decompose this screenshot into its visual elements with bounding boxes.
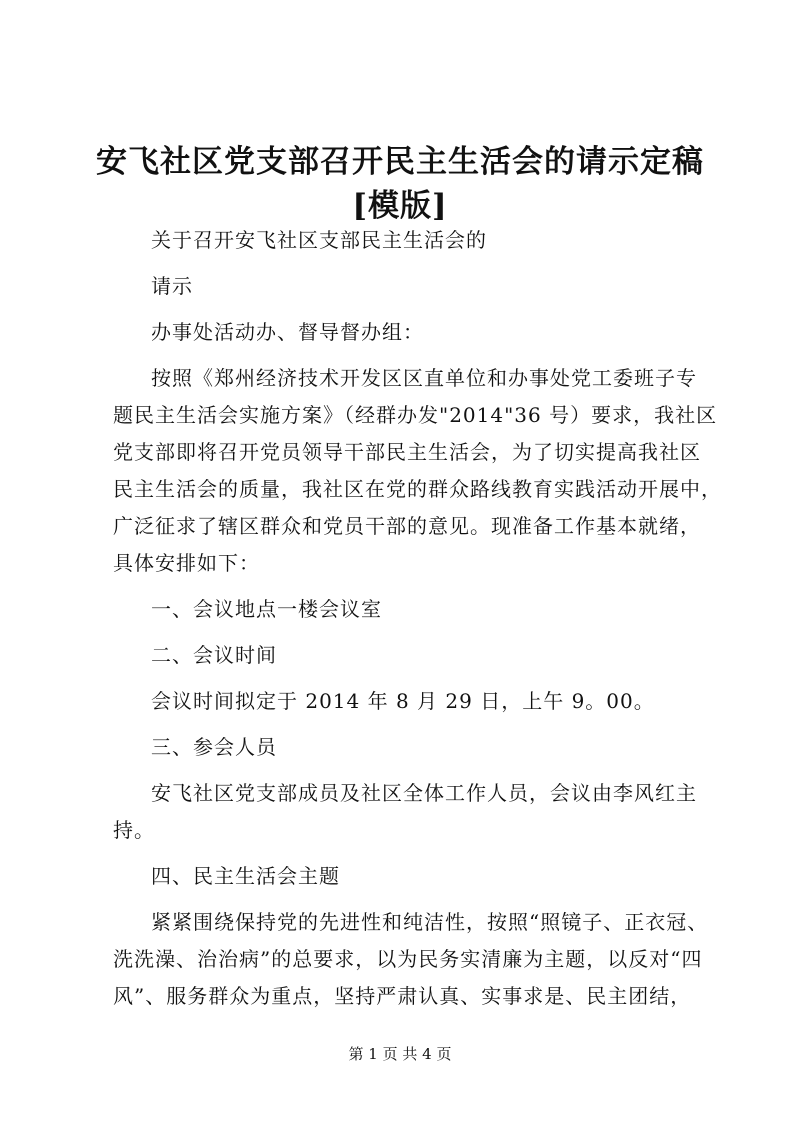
page-number: 第 1 页 共 4 页 (348, 1045, 452, 1063)
document-body (113, 222, 722, 1015)
text-line: 安飞社区党支部成员及社区全体工作人员，会议由李风红主 (151, 781, 697, 805)
paragraph-time-detail (113, 683, 713, 720)
text-line: 办事处活动办、督导督办组： (151, 320, 424, 344)
paragraph-request-label (113, 268, 713, 305)
title-line-1: 安飞社区党支部召开民主生活会的请示定稿 (96, 144, 704, 180)
text-line: 一、会议地点一楼会议室 (151, 597, 382, 621)
text-line: 会议时间拟定于 2014 年 8 月 29 日，上午 9。00。 (151, 689, 655, 713)
section-heading-attendees (113, 729, 713, 766)
paragraph-theme-detail (113, 904, 713, 1015)
title-line-2: [模版] (352, 188, 448, 224)
text-line: 民主生活会的质量，我社区在党的群众路线教育实践活动开展中， (113, 477, 722, 501)
section-heading-time (113, 637, 713, 674)
paragraph-subject (113, 222, 713, 259)
text-line: 具体安排如下： (113, 551, 260, 575)
text-line: 持。 (113, 818, 155, 842)
text-line: 四、民主生活会主题 (151, 864, 340, 888)
section-heading-theme (113, 858, 713, 895)
text-line: 洗洗澡、治治病”的总要求，以为民务实清廉为主题，以反对“四 (113, 947, 703, 971)
text-line: 按照《郑州经济技术开发区区直单位和办事处党工委班子专 (151, 366, 697, 390)
text-line: 广泛征求了辖区群众和党员干部的意见。现准备工作基本就绪， (113, 514, 701, 538)
text-line: 题民主生活会实施方案》（经群办发"2014"36 号）要求，我社区 (113, 403, 718, 427)
document-title (90, 140, 710, 228)
page-footer (0, 1043, 800, 1065)
section-heading-location (113, 591, 713, 628)
paragraph-attendees-detail (113, 775, 713, 849)
text-line: 紧紧围绕保持党的先进性和纯洁性，按照“照镜子、正衣冠、 (151, 910, 709, 934)
paragraph-intro (113, 360, 722, 582)
paragraph-recipients (113, 314, 713, 351)
text-line: 二、会议时间 (151, 643, 277, 667)
text-line: 风”、服务群众为重点，坚持严肃认真、实事求是、民主团结， (113, 984, 692, 1008)
text-line: 请示 (151, 274, 193, 298)
text-line: 三、参会人员 (151, 735, 277, 759)
text-line: 党支部即将召开党员领导干部民主生活会，为了切实提高我社区 (113, 440, 701, 464)
text-line: 关于召开安飞社区支部民主生活会的 (151, 228, 487, 252)
